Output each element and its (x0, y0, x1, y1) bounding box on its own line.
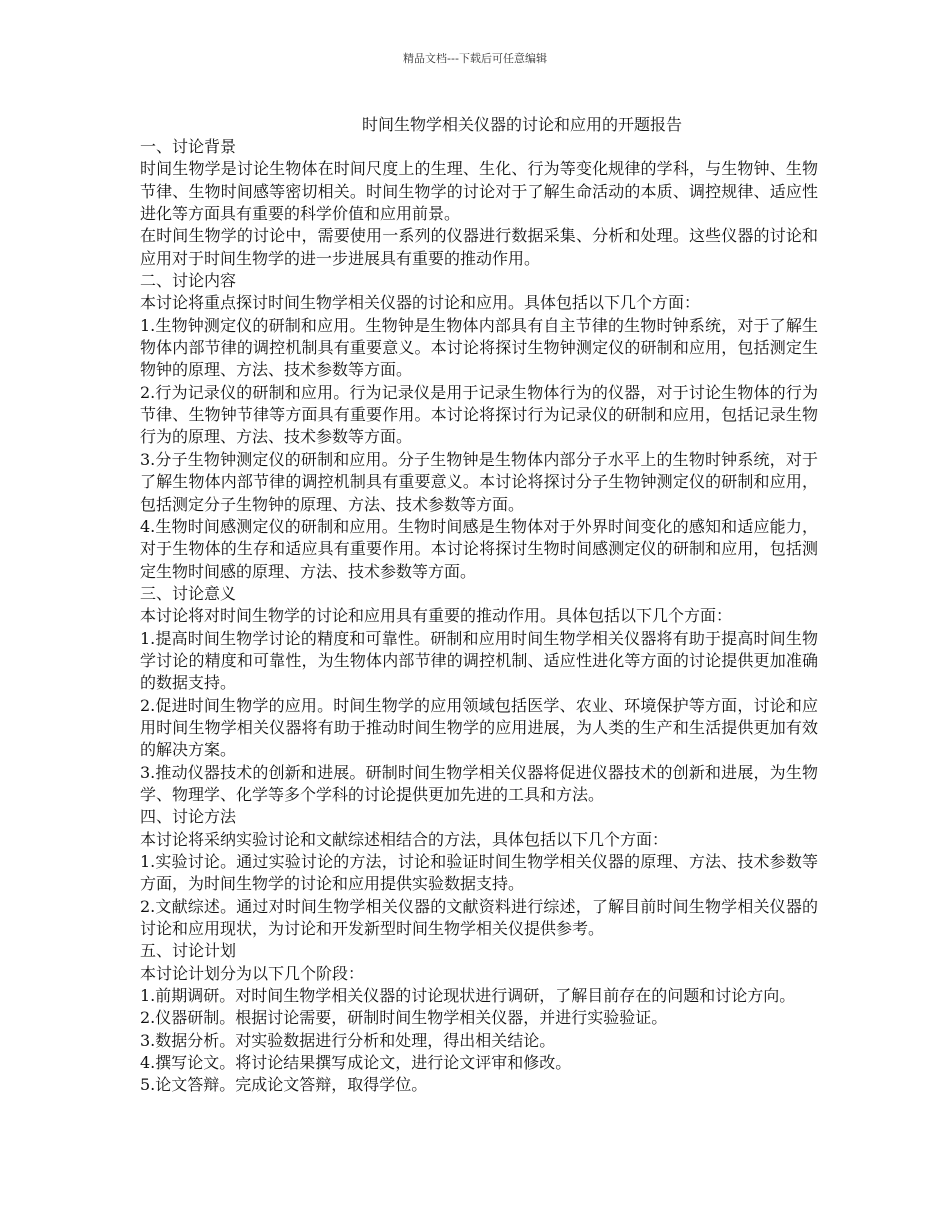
list-item: 4.撰写论文。将讨论结果撰写成论文，进行论文评审和修改。 (140, 1053, 572, 1073)
paragraph: 在时间生物学的讨论中，需要使用一系列的仪器进行数据采集、分析和处理。这些仪器的讨论和应用对于时间生物学的进一步进展具有重要的推动作用。 (140, 226, 818, 268)
list-item: 2.仪器研制。根据讨论需要，研制时间生物学相关仪器，并进行实验验证。 (140, 1008, 668, 1028)
list-item: 1.提高时间生物学讨论的精度和可靠性。研制和应用时间生物学相关仪器将有助于提高时间生物学讨论的精度和可靠性，为生物体内部节律的调控机制、适应性进化等方面的讨论提供更加准确的数据支持。 (140, 628, 818, 693)
paragraph: 本讨论计划分为以下几个阶段： (140, 963, 365, 983)
list-item: 3.推动仪器技术的创新和进展。研制时间生物学相关仪器将促进仪器技术的创新和进展，为生物学、物理学、化学等多个学科的讨论提供更加先进的工具和方法。 (140, 762, 818, 804)
document-title: 时间生物学相关仪器的讨论和应用的开题报告 (362, 115, 683, 134)
section-heading-background: 一、讨论背景 (140, 137, 237, 156)
paragraph: 本讨论将采纳实验讨论和文献综述相结合的方法，具体包括以下几个方面： (140, 829, 669, 849)
list-item: 1.生物钟测定仪的研制和应用。生物钟是生物体内部具有自主节律的生物时钟系统，对于了解生物体内部节律的调控机制具有重要意义。本讨论将探讨生物钟测定仪的研制和应用，包括测定生物钟的原理、方法、技术参数等方面。 (140, 315, 818, 380)
section-heading-content: 二、讨论内容 (140, 271, 237, 291)
list-item: 1.实验讨论。通过实验讨论的方法，讨论和验证时间生物学相关仪器的原理、方法、技术参数等方面，为时间生物学的讨论和应用提供实验数据支持。 (140, 852, 818, 894)
paragraph: 本讨论将对时间生物学的讨论和应用具有重要的推动作用。具体包括以下几个方面： (140, 606, 733, 626)
page-header: 精品文档---下载后可任意编辑 (403, 52, 547, 65)
list-item: 5.论文答辩。完成论文答辩，取得学位。 (140, 1075, 428, 1095)
list-item: 1.前期调研。对时间生物学相关仪器的讨论现状进行调研，了解目前存在的问题和讨论方向。 (140, 986, 796, 1006)
list-item: 3.分子生物钟测定仪的研制和应用。分子生物钟是生物体内部分子水平上的生物时钟系统，对于了解生物体内部节律的调控机制具有重要意义。本讨论将探讨分子生物钟测定仪的研制和应用，包括测定分子生物钟的原理、方法、技术参数等方面。 (140, 449, 818, 514)
list-item: 2.行为记录仪的研制和应用。行为记录仪是用于记录生物体行为的仪器，对于讨论生物体的行为节律、生物钟节律等方面具有重要作用。本讨论将探讨行为记录仪的研制和应用，包括记录生物行为的原理、方法、技术参数等方面。 (140, 382, 818, 447)
section-heading-plan: 五、讨论计划 (140, 941, 237, 961)
list-item: 2.促进时间生物学的应用。时间生物学的应用领域包括医学、农业、环境保护等方面，讨论和应用时间生物学相关仪器将有助于推动时间生物学的应用进展，为人类的生产和生活提供更加有效的解决方案。 (140, 695, 818, 760)
section-heading-methods: 四、讨论方法 (140, 807, 237, 827)
list-item: 4.生物时间感测定仪的研制和应用。生物时间感是生物体对于外界时间变化的感知和适应能力，对于生物体的生存和适应具有重要作用。本讨论将探讨生物时间感测定仪的研制和应用，包括测定生物时间感的原理、方法、技术参数等方面。 (140, 516, 818, 581)
list-item: 3.数据分析。对实验数据进行分析和处理，得出相关结论。 (140, 1030, 556, 1050)
document-body (140, 136, 818, 1097)
section-heading-significance: 三、讨论意义 (140, 583, 237, 603)
paragraph: 本讨论将重点探讨时间生物学相关仪器的讨论和应用。具体包括以下几个方面： (140, 293, 701, 313)
list-item: 2.文献综述。通过对时间生物学相关仪器的文献资料进行综述，了解目前时间生物学相关仪器的讨论和应用现状，为讨论和开发新型时间生物学相关仪提供参考。 (140, 896, 818, 939)
paragraph: 时间生物学是讨论生物体在时间尺度上的生理、生化、行为等变化规律的学科，与生物钟、生物节律、生物时间感等密切相关。时间生物学的讨论对于了解生命活动的本质、调控规律、适应性进化等方面具有重要的科学价值和应用前景。 (140, 159, 818, 224)
